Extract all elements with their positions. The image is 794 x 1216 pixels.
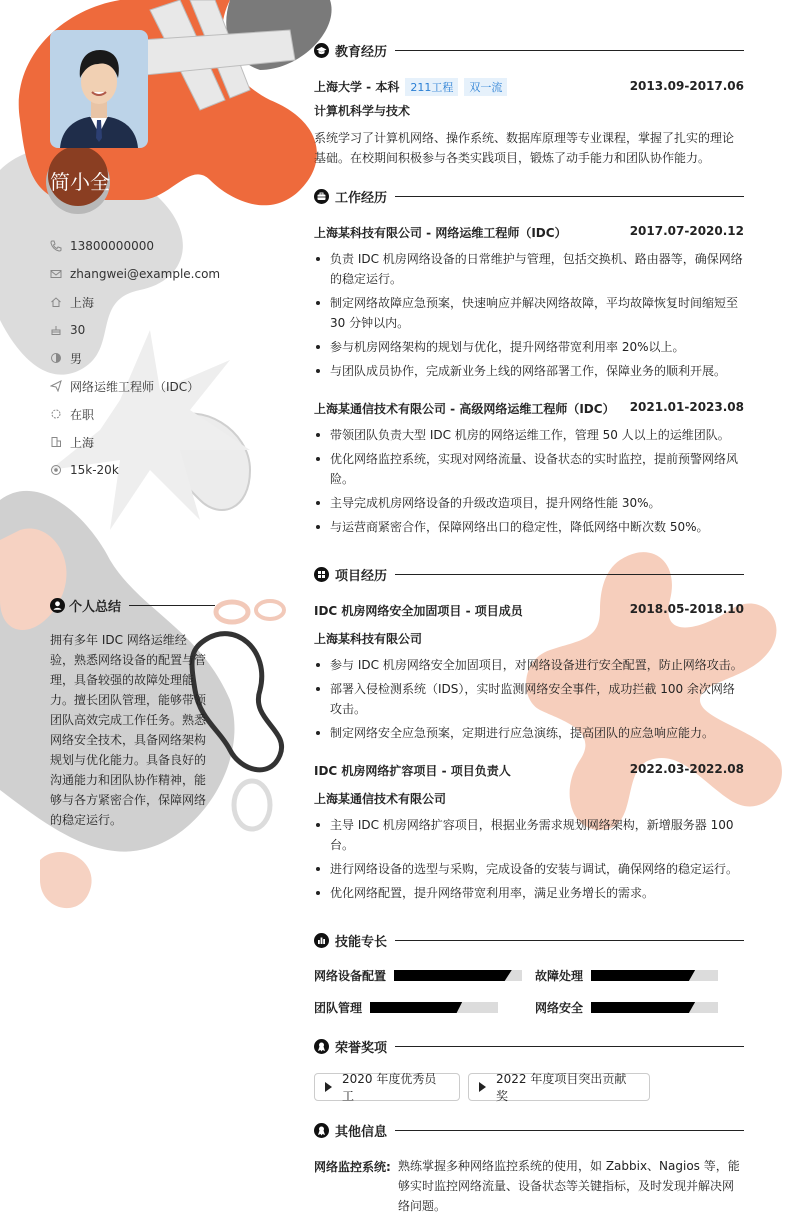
section-divider [395, 1130, 744, 1131]
contact-city [50, 428, 220, 456]
contact-value: 13800000000 [70, 239, 154, 253]
contact-phone [50, 232, 220, 260]
ring-shape-3 [256, 601, 284, 619]
skills-title: 技能专长 [335, 934, 388, 950]
education-title: 教育经历 [335, 44, 388, 60]
list-item: 与团队成员协作，完成新业务上线的网络部署工作，保障业务的顺利开展。 [314, 361, 744, 381]
project-title: IDC 机房网络扩容项目 - 项目负责人 [314, 764, 511, 778]
building-icon [50, 436, 62, 448]
contact-gender [50, 344, 220, 372]
contact-value: 上海 [70, 435, 95, 450]
mail-icon [50, 268, 62, 280]
summary-header [50, 596, 215, 615]
edu-school: 上海大学 - 本科 [314, 80, 400, 94]
list-item: 主导 IDC 机房网络扩容项目，根据业务需求规划网络架构，新增服务器 100 台。 [314, 815, 744, 855]
skill-bar [591, 1002, 718, 1013]
skill-bar-fill [394, 970, 512, 981]
contact-value: 30 [70, 323, 86, 337]
section-divider [395, 1046, 744, 1047]
contact-salary [50, 456, 220, 484]
phone-icon [50, 240, 62, 252]
edu-school-row [314, 78, 507, 96]
gender-icon [50, 352, 62, 364]
other-label: 网络监控系统: [314, 1160, 391, 1174]
list-item: 与运营商紧密合作，保障网络出口的稳定性，降低网络中断次数 50%。 [314, 517, 744, 537]
job-date: 2017.07-2020.12 [629, 224, 744, 238]
summary-title: 个人总结 [69, 600, 122, 615]
edu-tag: 211工程 [405, 78, 458, 96]
job-title: 上海某科技有限公司 - 网络运维工程师（IDC） [314, 226, 567, 240]
project-date: 2018.05-2018.10 [629, 602, 744, 616]
contact-value: 在职 [70, 407, 95, 422]
section-divider [395, 940, 744, 941]
projects-header [314, 564, 744, 584]
section-divider [395, 50, 744, 51]
list-item: 参与 IDC 机房网络安全加固项目，对网络设备进行安全配置，防止网络攻击。 [314, 655, 744, 675]
cake-icon [50, 324, 62, 336]
play-icon [479, 1082, 486, 1092]
skill-name: 团队管理 [314, 1000, 363, 1015]
projects-title: 项目经历 [335, 568, 388, 584]
ring-shape-2 [216, 602, 248, 622]
award-item [468, 1073, 650, 1101]
work-header [314, 186, 744, 206]
list-item: 带领团队负责大型 IDC 机房的网络运维工作，管理 50 人以上的运维团队。 [314, 425, 744, 445]
contact-age [50, 316, 220, 344]
list-item: 部署入侵检测系统（IDS），实时监测网络安全事件，成功拦截 100 余次网络攻击。 [314, 679, 744, 719]
edu-desc: 系统学习了计算机网络、操作系统、数据库原理等专业课程，掌握了扎实的理论基础。在校期间积极参与各类实践项目，锻炼了动手能力和团队协作能力。 [314, 131, 735, 165]
avatar [50, 30, 148, 148]
skill-bar [394, 970, 522, 981]
edu-tag: 双一流 [464, 78, 507, 96]
contact-value: 上海 [70, 295, 95, 310]
skill-bar-fill [591, 970, 695, 981]
skill-bar [370, 1002, 498, 1013]
awards-header [314, 1036, 744, 1056]
education-header [314, 40, 744, 60]
list-item: 负责 IDC 机房网络设备的日常维护与管理，包括交换机、路由器等，确保网络的稳定运行。 [314, 249, 744, 289]
edu-major: 计算机科学与技术 [314, 104, 411, 118]
send-icon [50, 380, 62, 392]
list-item: 主导完成机房网络设备的升级改造项目，提升网络性能 30%。 [314, 493, 744, 513]
job-bullets [314, 249, 744, 385]
awards-title: 荣誉奖项 [335, 1040, 388, 1056]
section-divider [129, 605, 215, 606]
play-icon [325, 1082, 332, 1092]
ring-shape [234, 781, 270, 829]
project-company: 上海某科技有限公司 [314, 632, 423, 646]
other-text: 熟练掌握多种网络监控系统的使用，如 Zabbix、Nagios 等，能够实时监控网络流量、设备状态等关键指标，及时发现并解决网络问题。 [398, 1159, 740, 1213]
contact-position [50, 372, 220, 400]
contact-value: 男 [70, 351, 83, 366]
graduation-cap-icon [314, 43, 329, 58]
skill-bar [591, 970, 718, 981]
contact-value: 网络运维工程师（IDC） [70, 379, 200, 394]
job-title: 上海某通信技术有限公司 - 高级网络运维工程师（IDC） [314, 402, 615, 416]
list-item: 优化网络监控系统，实现对网络流量、设备状态的实时监控，提前预警网络风险。 [314, 449, 744, 489]
edu-date: 2013.09-2017.06 [629, 79, 744, 93]
skills-header [314, 930, 744, 950]
list-item: 制定网络故障应急预案，快速响应并解决网络故障，平均故障恢复时间缩短至 30 分钟以内。 [314, 293, 744, 333]
project-bullets [314, 655, 744, 747]
contact-status [50, 400, 220, 428]
skill-bar-fill [591, 1002, 695, 1013]
avatar-photo-icon [50, 30, 148, 148]
contact-list [50, 232, 220, 484]
contact-email [50, 260, 220, 288]
other-header [314, 1120, 744, 1140]
project-bullets [314, 815, 744, 907]
section-divider [395, 196, 744, 197]
job-date: 2021.01-2023.08 [629, 400, 744, 414]
contact-home [50, 288, 220, 316]
peach-blob-bottom [40, 852, 92, 908]
section-divider [395, 574, 744, 575]
salary-icon [50, 464, 62, 476]
contact-value: zhangwei@example.com [70, 267, 221, 281]
info-icon [314, 1123, 329, 1138]
grid-icon [314, 567, 329, 582]
profile-name: 简小全 [50, 170, 110, 194]
award-label: 2022 年度项目突出贡献奖 [496, 1072, 627, 1103]
home-icon [50, 296, 62, 308]
bar-chart-icon [314, 933, 329, 948]
project-date: 2022.03-2022.08 [629, 762, 744, 776]
skill-name: 网络安全 [535, 1000, 584, 1015]
project-company: 上海某通信技术有限公司 [314, 792, 447, 806]
skill-name: 网络设备配置 [314, 968, 387, 983]
work-title: 工作经历 [335, 190, 388, 206]
briefcase-icon [314, 189, 329, 204]
list-item: 参与机房网络架构的规划与优化，提升网络带宽利用率 20%以上。 [314, 337, 744, 357]
award-label: 2020 年度优秀员工 [342, 1072, 437, 1103]
contact-value: 15k-20k [70, 463, 119, 477]
skill-name: 故障处理 [535, 968, 584, 983]
user-icon [50, 598, 65, 613]
award-icon [314, 1039, 329, 1054]
list-item: 进行网络设备的选型与采购，完成设备的安装与调试，确保网络的稳定运行。 [314, 859, 744, 879]
summary-text: 拥有多年 IDC 网络运维经验，熟悉网络设备的配置与管理，具备较强的故障处理能力。擅长团队管理，能够带领团队高效完成工作任务。熟悉网络安全技术，具备网络架构规划与优化能力。具备良好的沟通能力和团队协作精神，能够与各方紧密合作，保障网络的稳定运行。 [50, 633, 207, 827]
job-bullets [314, 425, 744, 541]
status-icon [50, 408, 62, 420]
list-item: 优化网络配置，提升网络带宽利用率，满足业务增长的需求。 [314, 883, 744, 903]
skill-bar-fill [370, 1002, 462, 1013]
project-title: IDC 机房网络安全加固项目 - 项目成员 [314, 604, 523, 618]
other-title: 其他信息 [335, 1124, 388, 1140]
award-item [314, 1073, 460, 1101]
list-item: 制定网络安全应急预案，定期进行应急演练，提高团队的应急响应能力。 [314, 723, 744, 743]
